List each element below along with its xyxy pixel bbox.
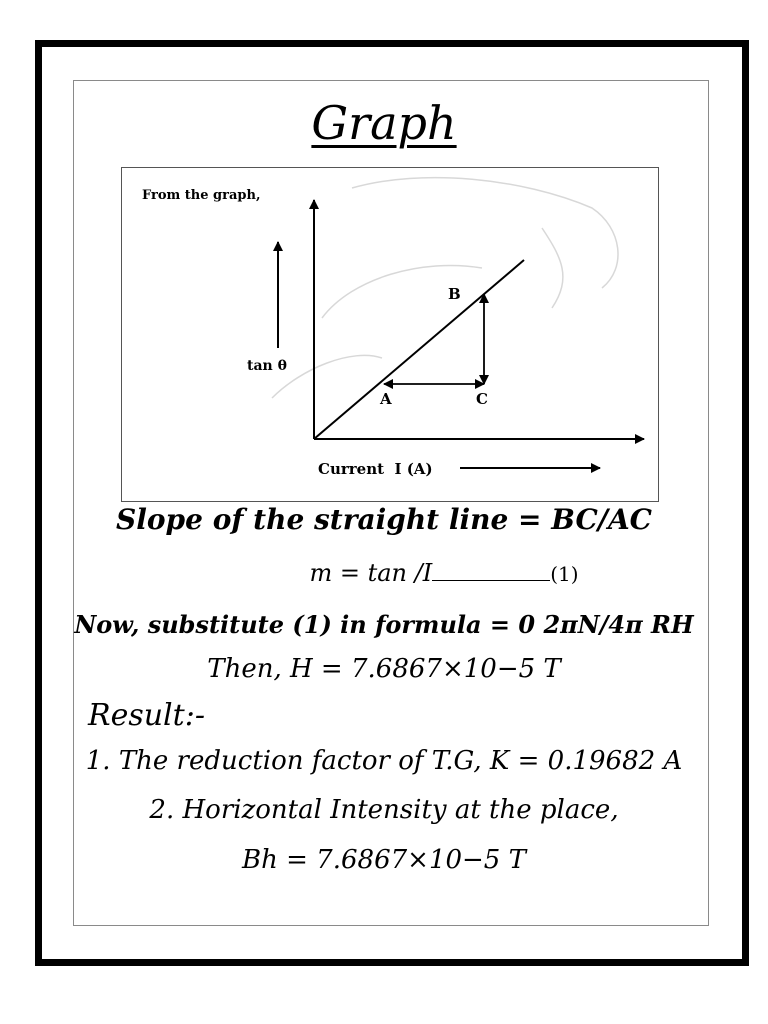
result-heading: Result:-	[88, 698, 205, 733]
background-sketch	[272, 178, 618, 398]
graph-line	[314, 260, 524, 439]
slope-text: Slope of the straight line = BC/AC	[116, 503, 652, 536]
page-title: Graph	[311, 96, 457, 150]
equation-number: (1)	[550, 562, 579, 586]
point-a-label: A	[380, 390, 392, 408]
graph-figure	[121, 167, 659, 502]
y-axis-label: tan θ	[247, 358, 287, 374]
graph-svg	[122, 168, 658, 501]
x-axis-label: Current I (A)	[318, 460, 433, 478]
substitute-text: Now, substitute (1) in formula = 0 2πN/4π RH	[74, 610, 694, 639]
m-equation-blank	[432, 560, 550, 581]
m-equation	[60, 559, 768, 587]
graph-caption: From the graph,	[142, 188, 261, 203]
result-item-2: 2. Horizontal Intensity at the place,	[149, 795, 619, 825]
result-item-1: 1. The reduction factor of T.G, K = 0.19682 A	[85, 746, 683, 776]
point-c-label: C	[476, 390, 488, 408]
point-b-label: B	[448, 285, 461, 303]
result-item-3: Bh = 7.6867×10−5 T	[242, 845, 526, 875]
m-equation-text: m = tan /𝐼	[309, 559, 433, 587]
then-text: Then, H = 7.6867×10−5 T	[207, 654, 561, 684]
